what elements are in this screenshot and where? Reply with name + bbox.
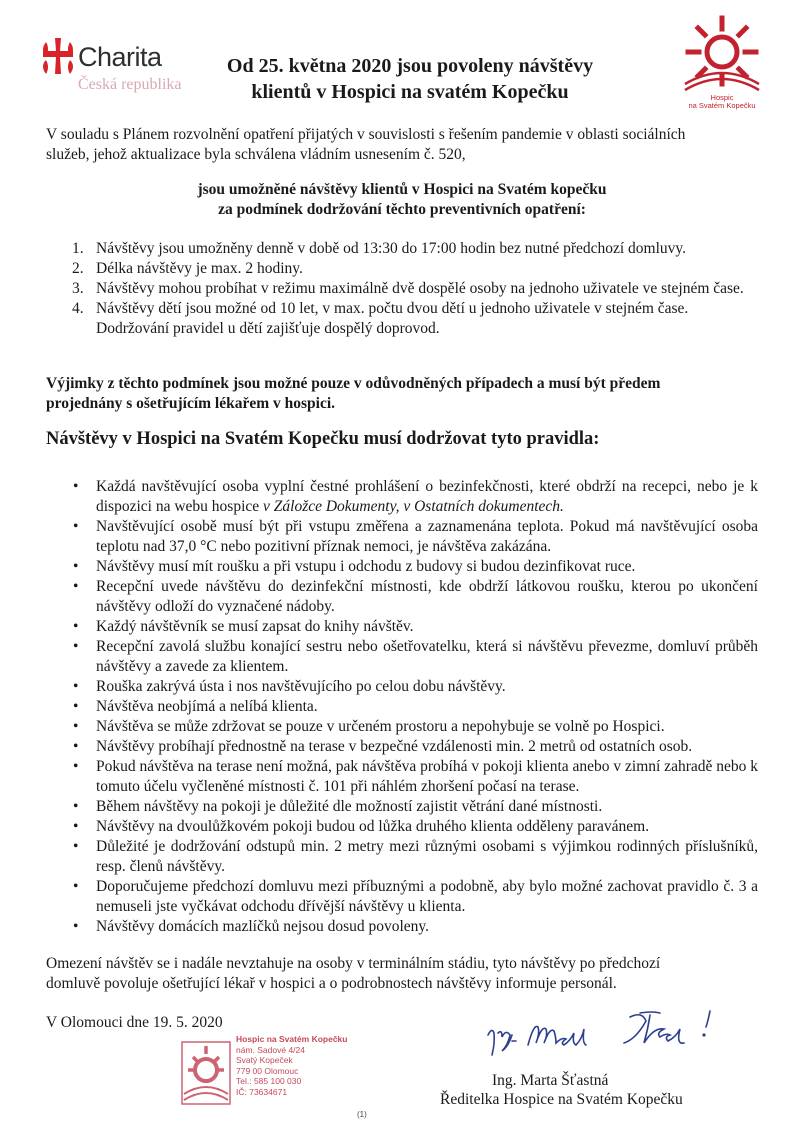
charita-cross-icon [38, 36, 78, 76]
bullet-icon: • [73, 878, 79, 895]
bullet-icon: • [73, 698, 79, 715]
bullet-icon: • [73, 798, 79, 815]
rule-item [46, 917, 758, 937]
rule-text: Návštěvy probíhají přednostně na terase v bezpečné vzdálenosti min. 2 metrů od ostatních osob. [96, 738, 693, 755]
stamp-line: nám. Sadové 4/24 [236, 1044, 305, 1055]
item-text: Návštěvy dětí jsou možné od 10 let, v max. počtu dvou dětí u jednoho uživatele v stejném čase. Dodržování pravidel u dětí zajišťuje dospělý doprovod. [96, 300, 689, 337]
rule-text: Recepční uvede návštěvu do dezinfekční místnosti, kde obdrží látkovou roušku, kterou po ukončení návštěvy odloží do vyznačené nádoby. [96, 578, 758, 615]
bullet-icon: • [73, 478, 79, 495]
rule-text: Návštěvy musí mít roušku a při vstupu i odchodu z budovy si budou dezinfikovat ruce. [96, 558, 636, 575]
hospic-logo-line-1: Hospic [710, 93, 734, 102]
charita-subtitle: Česká republika [78, 76, 182, 93]
numbered-item [46, 259, 758, 279]
item-text: Délka návštěvy je max. 2 hodiny. [96, 260, 303, 277]
rule-item [46, 517, 758, 557]
bullet-icon: • [73, 578, 79, 595]
intro-line-1: V souladu s Plánem rozvolnění opatření přijatých v souvislosti s řešením pandemie v oblasti sociálních [46, 126, 686, 143]
bullet-icon: • [73, 838, 79, 855]
exceptions-line-2: projednány s ošetřujícím lékařem v hospici. [46, 395, 336, 412]
stamp-text [236, 1034, 347, 1097]
rule-text: Navštěvující osobě musí být při vstupu změřena a zaznamenána teplota. Pokud má navštěvující osoba teplotu nad 37,0 °C nebo pozitivní příznak nemoci, je návštěva zakázána. [96, 518, 758, 555]
rule-item [46, 757, 758, 797]
rule-item [46, 637, 758, 677]
item-number: 1. [72, 240, 84, 257]
bullet-icon: • [73, 758, 79, 775]
item-text: Návštěvy mohou probíhat v režimu maximálně dvě dospělé osoby na jednoho uživatele ve stejném čase. [96, 280, 744, 297]
charita-name: Charita [78, 42, 162, 72]
exceptions-paragraph [46, 374, 758, 414]
bullet-icon: • [73, 618, 79, 635]
charita-logo [38, 30, 188, 100]
signer-name: Ing. Marta Šťastná [492, 1072, 609, 1089]
stamp-logo-icon [180, 1040, 232, 1118]
intro-paragraph [46, 125, 758, 165]
numbered-item [46, 299, 758, 339]
hospic-logo [681, 14, 763, 114]
place-date: V Olomouci dne 19. 5. 2020 [46, 1014, 223, 1031]
bullet-icon: • [73, 818, 79, 835]
stamp-note: (1) [357, 1110, 367, 1119]
bullet-icon: • [73, 918, 79, 935]
rule-text-italic: v Záložce Dokumenty, v Ostatních dokumentech. [263, 498, 564, 515]
bullet-icon: • [73, 678, 79, 695]
rule-item [46, 577, 758, 617]
rule-item [46, 837, 758, 877]
closing-line-1: Omezení návštěv se i nadále nevztahuje na osoby v terminálním stádiu, tyto návštěvy po předchozí [46, 955, 661, 972]
rule-item [46, 877, 758, 917]
signer-role: Ředitelka Hospice na Svatém Kopečku [440, 1091, 683, 1108]
title-line-2: klientů v Hospici na svatém Kopečku [251, 81, 569, 103]
page-title [200, 53, 620, 105]
stamp-line: Tel.: 585 100 030 [236, 1076, 302, 1086]
stamp-line: IČ: 73634671 [236, 1086, 288, 1097]
item-number: 4. [72, 300, 84, 317]
closing-line-2: domluvě povoluje ošetřující lékař v hospici a o podrobnostech návštěvy informuje personál. [46, 975, 617, 992]
stamp-line: Svatý Kopeček [236, 1055, 293, 1065]
intro-line-2: služeb, jehož aktualizace byla schválena vládním usnesením č. 520, [46, 146, 466, 163]
rule-text: Návštěva se může zdržovat se pouze v určeném prostoru a nepohybuje se volně po Hospici. [96, 718, 665, 735]
rule-text: Doporučujeme předchozí domluvu mezi příbuznými a podobně, aby bylo možné zachovat pravidlo č. 3 a nemuseli jste vyčkávat odchodu dřívější návštěvy u klienta. [96, 878, 758, 915]
rule-item [46, 697, 758, 717]
rule-text: Návštěva neobjímá a nelíbá klienta. [96, 698, 318, 715]
conditions-heading [46, 180, 758, 220]
rule-text: Pokud návštěva na terase není možná, pak návštěva probíhá v pokoji klienta anebo v zimní zahradě nebo k tomuto účelu vyčleněné místnosti č. 101 při náhlém zhoršení počasí na terase. [96, 758, 758, 795]
rule-text: Každý návštěvník se musí zapsat do knihy návštěv. [96, 618, 414, 635]
item-number: 3. [72, 280, 84, 297]
item-text: Návštěvy jsou umožněny denně v době od 13:30 do 17:00 hodin bez nutné předchozí domluvy. [96, 240, 687, 257]
stamp-line: Hospic na Svatém Kopečku [236, 1034, 348, 1044]
bullet-icon: • [73, 738, 79, 755]
rule-text: Rouška zakrývá ústa i nos navštěvujícího po celou dobu návštěvy. [96, 678, 506, 695]
rule-item [46, 677, 758, 697]
rule-text: Návštěvy domácích mazlíčků nejsou dosud povoleny. [96, 918, 430, 935]
bullet-icon: • [73, 518, 79, 535]
hospic-logo-caption [681, 94, 763, 110]
closing-paragraph [46, 954, 758, 994]
numbered-item [46, 279, 758, 299]
hospic-logo-line-2: na Svatém Kopečku [688, 101, 756, 110]
item-number: 2. [72, 260, 84, 277]
hospice-stamp [180, 1034, 367, 1120]
rule-text: Během návštěvy na pokoji je důležité dle možností zajistit větrání dané místnosti. [96, 798, 603, 815]
stamp-line: 779 00 Olomouc [236, 1065, 299, 1076]
bullet-icon: • [73, 558, 79, 575]
rule-text: Každá navštěvující osoba vyplní čestné prohlášení o bezinfekčnosti, které obdrží na recepci, nebo je k dispozici na webu hospice [96, 478, 758, 515]
rule-text: Recepční zavolá službu konající sestru nebo ošetřovatelku, která si návštěvu převezme, domluví průběh návštěvy a zavede za klientem. [96, 638, 758, 675]
rule-item [46, 737, 758, 757]
bullet-icon: • [73, 718, 79, 735]
rule-item [46, 557, 758, 577]
rule-item [46, 797, 758, 817]
numbered-item [46, 239, 758, 259]
conditions-heading-line-2: za podmínek dodržování těchto preventivních opatření: [218, 201, 586, 218]
rule-item [46, 717, 758, 737]
rule-text: Důležité je dodržování odstupů min. 2 metry mezi různými osobami s výjimkou rodinných příslušníků, resp. členů návštěvy. [96, 838, 758, 875]
rule-item [46, 817, 758, 837]
rule-item [46, 477, 758, 517]
hospic-sun-icon [681, 14, 763, 94]
signature-icon [480, 1005, 770, 1065]
title-line-1: Od 25. května 2020 jsou povoleny návštěvy [226, 55, 594, 77]
bullet-icon: • [73, 638, 79, 655]
rule-text: Návštěvy na dvoulůžkovém pokoji budou od lůžka druhého klienta odděleny paravánem. [96, 818, 650, 835]
conditions-heading-line-1: jsou umožněné návštěvy klientů v Hospici na Svatém kopečku [197, 181, 607, 198]
rule-item [46, 617, 758, 637]
rules-heading: Návštěvy v Hospici na Svatém Kopečku musí dodržovat tyto pravidla: [46, 429, 600, 449]
rules-list [46, 477, 758, 937]
exceptions-line-1: Výjimky z těchto podmínek jsou možné pouze v odůvodněných případech a musí být předem [46, 375, 661, 392]
numbered-list [46, 239, 758, 339]
